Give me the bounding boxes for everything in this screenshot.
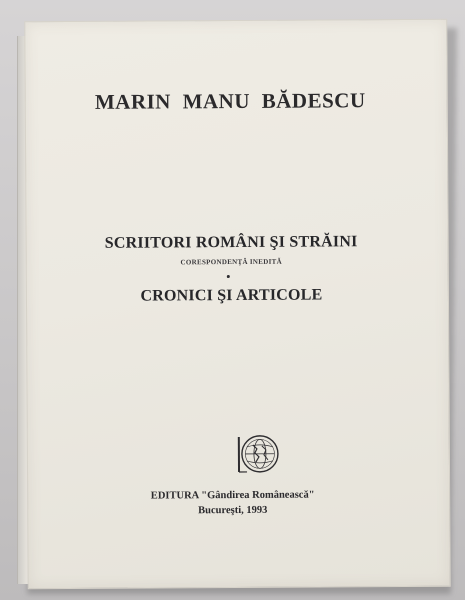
separator-dot	[227, 275, 230, 278]
book-subtitle: CORESPONDENŢĂ INEDITĂ	[180, 257, 282, 267]
book-cover	[24, 19, 450, 590]
publisher-name: EDITURA "Gândirea Românească"	[150, 489, 315, 502]
globe-logo-icon	[235, 431, 281, 477]
book-title-second: CRONICI ŞI ARTICOLE	[140, 286, 323, 305]
publication-place-year: Bucureşti, 1993	[198, 504, 268, 517]
book-title-main: SCRIITORI ROMÂNI ŞI STRĂINI	[104, 233, 358, 252]
author-name: MARIN MANU BĂDESCU	[94, 88, 366, 114]
